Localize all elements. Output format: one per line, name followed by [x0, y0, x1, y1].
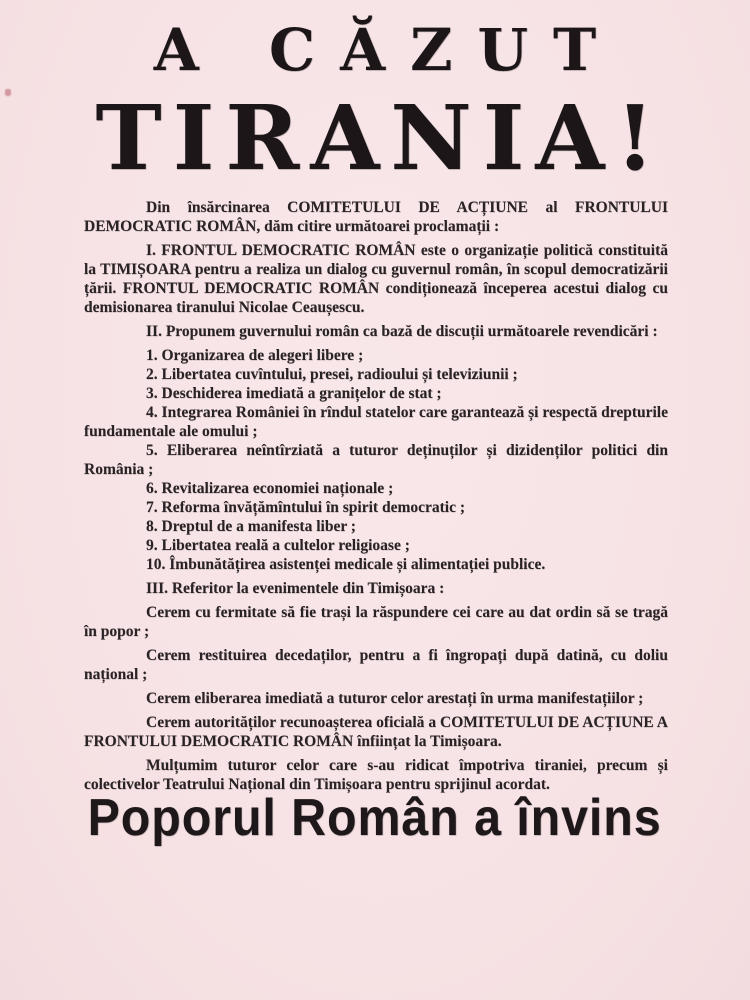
demand-item-10: 10. Îmbunătățirea asistenței medicale și alimentației publice.: [146, 556, 546, 573]
section-2-intro: II. Propunem guvernului român ca bază de discuții următoarele revendicări :: [146, 323, 658, 340]
closing-slogan: Poporul Român a învins: [88, 789, 662, 847]
timisoara-demand-3: Cerem eliberarea imediată a tuturor celor arestați în urma manifestațiilor ;: [146, 690, 644, 707]
demand-item-2: 2. Libertatea cuvîntului, presei, radioului și televiziunii ;: [146, 366, 518, 383]
headline-line1: A CĂZUT: [153, 16, 622, 84]
demand-item-7: 7. Reforma învățămîntului în spirit democratic ;: [146, 499, 466, 516]
gratitude-paragraph: Mulțumim tuturor celor care s-au ridicat împotriva tiraniei, precum și colectivelor Teatrului Național din Timișoara pentru sprijinul acordat.: [84, 757, 668, 793]
proclamation-body: [84, 198, 668, 794]
demand-item-6: 6. Revitalizarea economiei naționale ;: [146, 480, 394, 497]
section-3-intro: III. Referitor la evenimentele din Timișoara :: [146, 580, 445, 597]
intro-paragraph: Din însărcinarea COMITETULUI DE ACȚIUNE al FRONTULUI DEMOCRATIC ROMÂN, dăm citire următoarei proclamații :: [84, 199, 668, 235]
demand-item-4: 4. Integrarea României în rîndul statelor care garantează și respectă drepturile fundamentale ale omului ;: [84, 404, 668, 440]
timisoara-demand-1: Cerem cu fermitate să fie trași la răspundere cei care au dat ordin să se tragă în popor ;: [84, 604, 668, 640]
section-1-paragraph: I. FRONTUL DEMOCRATIC ROMÂN este o organizație politică constituită la TIMIȘOARA pentru a realiza un dialog cu guvernul român, în scopul democratizării țării. FRONTUL DEMOCRATIC ROMÂN condiționează începerea acestui dialog cu demisionarea tiranului Nicolae Ceaușescu.: [84, 242, 668, 316]
headline-line2: TIRANIA!: [95, 85, 666, 190]
demand-item-5: 5. Eliberarea neîntîrziată a tuturor deținuților și dizidenților politici din România ;: [84, 442, 668, 478]
timisoara-demand-4: Cerem autorităților recunoașterea oficială a COMITETULUI DE ACȚIUNE A FRONTULUI DEMOCRATIC ROMÂN înființat la Timișoara.: [84, 714, 668, 750]
demands-list: [84, 346, 668, 574]
paper-speck: [5, 89, 11, 96]
demand-item-1: 1. Organizarea de alegeri libere ;: [146, 347, 364, 364]
demand-item-9: 9. Libertatea reală a cultelor religioase ;: [146, 537, 410, 554]
timisoara-demand-2: Cerem restituirea decedaților, pentru a fi îngropați după datină, cu doliu național ;: [84, 647, 668, 683]
closing-slogan-row: [0, 788, 750, 848]
demand-item-8: 8. Dreptul de a manifesta liber ;: [146, 518, 356, 535]
demand-item-3: 3. Deschiderea imediată a granițelor de stat ;: [146, 385, 442, 402]
